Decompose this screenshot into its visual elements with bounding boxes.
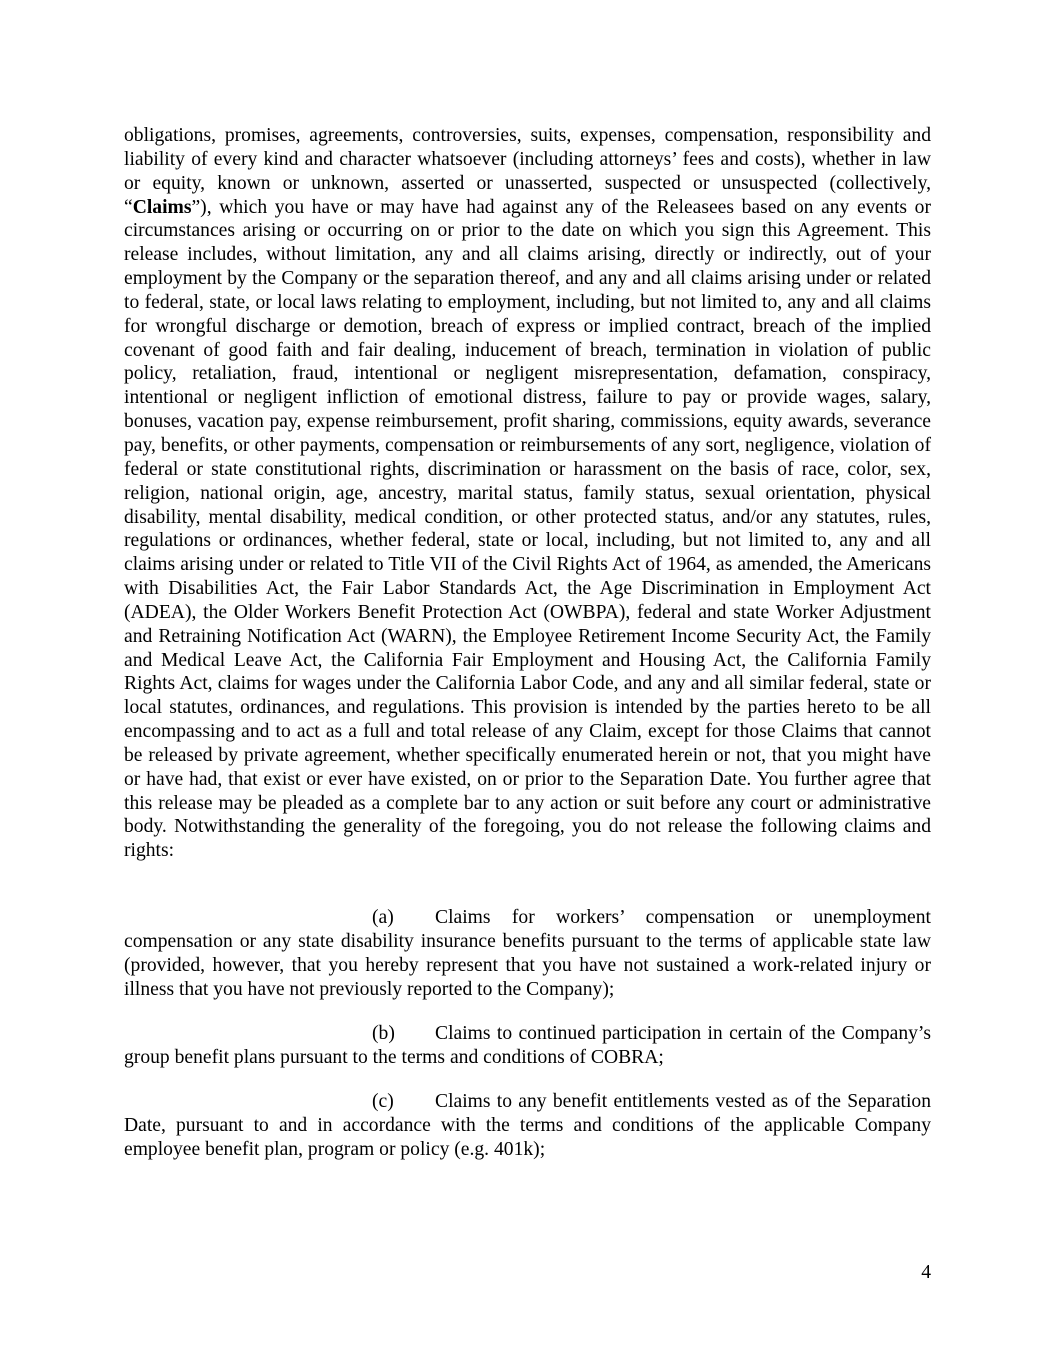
clause-b-text: Claims to continued participation in certain of the Company’s group benefit plans pursuant to the terms and conditions of COBRA; [124, 1023, 931, 1068]
clause-b [124, 1022, 931, 1070]
page-number: 4 [921, 1262, 931, 1283]
release-text-before-term: obligations, promises, agreements, controversies, suits, expenses, compensation, responsibility and liability of every kind and character whatsoever (including attorneys’ fees and costs), whether in law or equity, known or unknown, asserted or unasserted, suspected or unsuspected (collectively, “ [124, 125, 931, 218]
defined-term-claims: Claims [132, 196, 192, 218]
clause-a-label: (a) [372, 907, 394, 928]
clause-a [124, 906, 931, 1001]
release-paragraph [124, 124, 931, 863]
clause-a-text: Claims for workers’ compensation or unemployment compensation or any state disability insurance benefits pursuant to the terms of applicable state law (provided, however, that you hereby represent that you have not sustained a work-related injury or illness that you have not previously reported to the Company); [124, 907, 931, 1000]
clause-c-text: Claims to any benefit entitlements vested as of the Separation Date, pursuant to and in accordance with the terms and conditions of the applicable Company employee benefit plan, program or policy (e.g. 401k); [124, 1091, 931, 1160]
release-text-after-term: ”), which you have or may have had against any of the Releasees based on any events or circumstances arising or occurring on or prior to the date on which you sign this Agreement. This release includes, without limitation, any and all claims arising, directly or indirectly, out of your employment by the Company or the separation thereof, and any and all claims arising under or related to federal, state, or local laws relating to employment, including, but not limited to, any and all claims for wrongful discharge or demotion, breach of express or implied contract, breach of the implied covenant of good faith and fair dealing, inducement of breach, termination in violation of public policy, retaliation, fraud, intentional or negligent misrepresentation, defamation, conspiracy, intentional or negligent infliction of emotional distress, failure to pay or provide wages, salary, bonuses, vacation pay, expense reimbursement, profit sharing, commissions, equity awards, severance pay, benefits, or other payments, compensation or reimbursements of any sort, negligence, violation of federal or state constitutional rights, discrimination or harassment on the basis of race, color, sex, religion, national origin, age, ancestry, marital status, family status, sexual orientation, physical disability, mental disability, medical condition, or other protected status, and/or any statutes, rules, regulations or ordinances, whether federal, state or local, including, but not limited to, any and all claims arising under or related to Title VII of the Civil Rights Act of 1964, as amended, the Americans with Disabilities Act, the Fair Labor Standards Act, the Age Discrimination in Employment Act (ADEA), the Older Workers Benefit Protection Act (OWBPA), federal and state Worker Adjustment and Retraining Notification Act (WARN), the Employee Retirement Income Security Act, the Family and Medical Leave Act, the California Fair Employment and Housing Act, the California Family Rights Act, claims for wages under the California Labor Code, and any and all similar federal, state or local statutes, ordinances, and regulations. This provision is intended by the parties hereto to be all encompassing and to act as a full and total release of any Claim, except for those Claims that cannot be released by private agreement, whether specifically enumerated herein or not, that you might have or have had, that exist or ever have existed, on or prior to the Separation Date. You further agree that this release may be pleaded as a complete bar to any action or suit before any court or administrative body. Notwithstanding the generality of the foregoing, you do not release the following claims and rights: [124, 196, 931, 862]
clause-c [124, 1090, 931, 1162]
clause-b-label: (b) [372, 1023, 395, 1044]
clause-c-label: (c) [372, 1091, 394, 1112]
